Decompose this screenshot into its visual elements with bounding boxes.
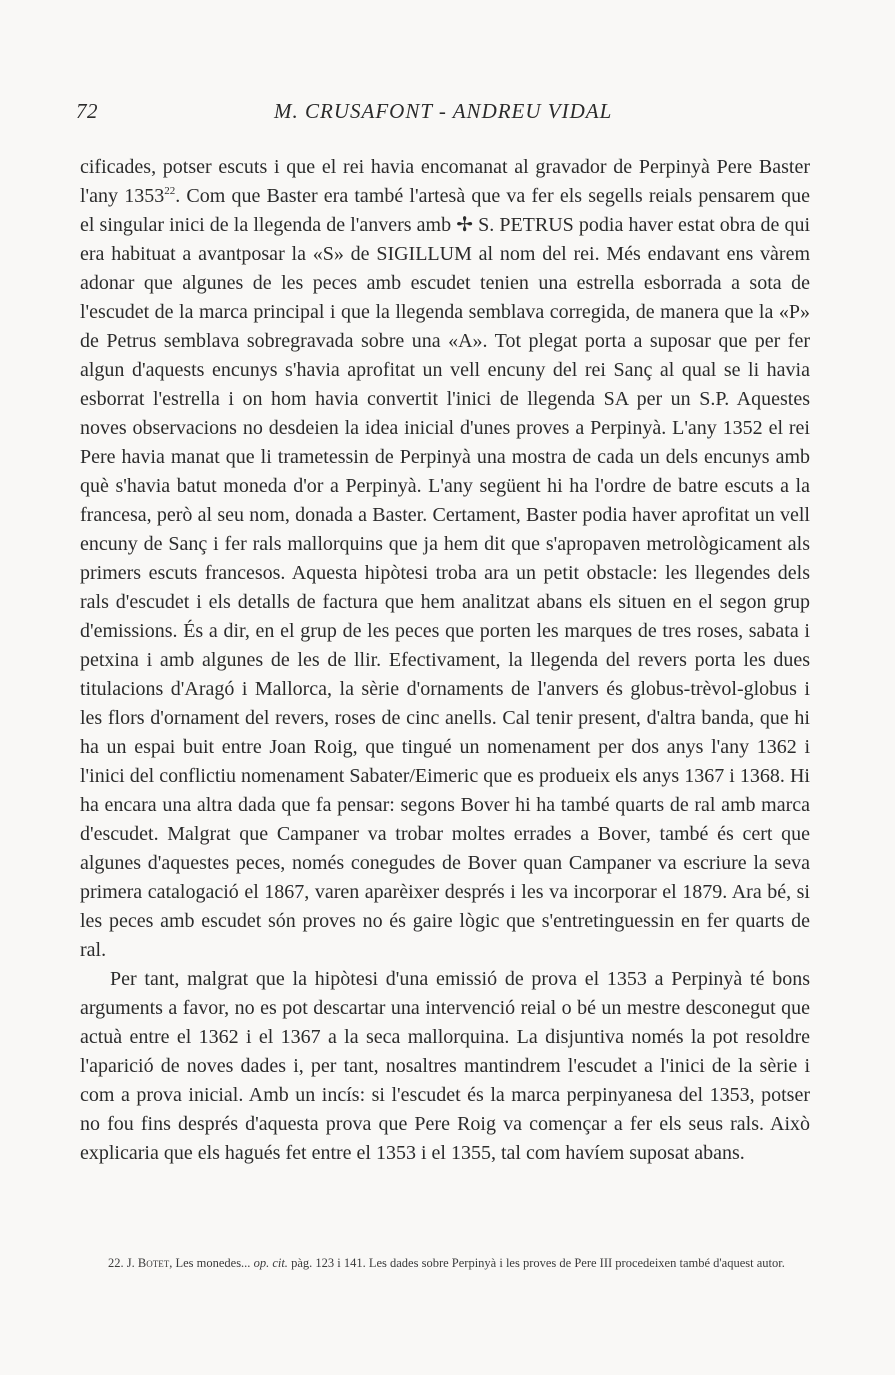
paragraph-text: . Com que Baster era també l'artesà que va fer els segells reials pensarem que el singular inici de la llegenda de l'anvers amb ✢ S. PETRUS podia haver estat obra de qui era habituat a avantposar la «S» de SIGILLUM al nom del rei. Més endavant ens vàrem adonar que algunes de les peces amb escudet tenien una estrella esborrada a sota de l'escudet de la marca principal i que la llegenda semblava corregida, de manera que la «P» de Petrus semblava sobregravada sobre una «A». Tot plegat porta a suposar que per fer algun d'aquests encunys s'havia aprofitat un vell encuny del rei Sanç al qual se li havia esborrat l'estrella i on hom havia convertit l'inici de llegenda SA per un S.P. Aquestes noves observacions no desdeien la idea inicial d'unes proves a Perpinyà. L'any 1352 el rei Pere havia manat que li trametessin de Perpinyà una mostra de cada un dels encunys amb què s'havia batut moneda d'or a Perpinyà. L'any següent hi ha l'ordre de batre escuts a la francesa, però al seu nom, donada a Baster. Certament, Baster podia haver aprofitat un vell encuny de Sanç i fer rals mallorquins que ja hem dit que s'apropaven metrològicament als primers escuts francesos. Aquesta hipòtesi troba ara un petit obstacle: les llegendes dels rals d'escudet i els detalls de factura que hem analitzat abans els situen en el segon grup d'emissions. És a dir, en el grup de les peces que porten les marques de tres roses, sabata i petxina i amb algunes de les de llir. Efectivament, la llegenda del revers porta les dues titulacions d'Aragó i Mallorca, la sèrie d'ornaments de l'anvers és globus-trèvol-globus i les flors d'ornament del revers, roses de cinc anells. Cal tenir present, d'altra banda, que hi ha un espai buit entre Joan Roig, que tingué un nomenament per dos anys l'any 1362 i l'inici del conflictiu nomenament Sabater/Eimeric que es produeix els anys 1367 i 1368. Hi ha encara una altra dada que fa pensar: segons Bover hi ha també quarts de ral amb marca d'escudet. Malgrat que Campaner va trobar moltes errades a Bover, també és cert que algunes d'aquestes peces, només conegudes de Bover quan Campaner va escriure la seva primera catalogació el 1867, varen aparèixer després i les va incorporar el 1879. Ara bé, si les peces amb escudet són proves no és gaire lògic que s'entretinguessin en fer quarts de ral.: [80, 185, 810, 961]
footnote-text: pàg. 123 i 141. Les dades sobre Perpinyà i les proves de Pere III procedeixen també d'aquest autor.: [287, 1256, 785, 1270]
running-head: M. CRUSAFONT - ANDREU VIDAL: [274, 99, 613, 123]
footnote: [80, 1253, 810, 1273]
footnote-number: 22.: [108, 1256, 124, 1270]
page-number: 72: [76, 99, 98, 123]
footnote-title: , Les monedes...: [169, 1256, 251, 1270]
page-header: [76, 99, 816, 129]
footnote-op-cit: op. cit.: [253, 1256, 288, 1270]
footnote-reference: 22: [164, 185, 176, 197]
paragraph: [80, 153, 810, 965]
footnote-author: J. Botet: [126, 1256, 170, 1270]
main-text: [80, 153, 810, 1168]
paragraph-text: cificades, potser escuts i que el rei havia encomanat al gravador de Perpinyà Pere Baster l'any 1353: [80, 156, 810, 207]
paragraph: Per tant, malgrat que la hipòtesi d'una emissió de prova el 1353 a Perpinyà té bons arguments a favor, no es pot descartar una intervenció reial o bé un mestre desconegut que actuà entre el 1362 i el 1367 a la seca mallorquina. La disjuntiva només la pot resoldre l'aparició de noves dades i, per tant, nosaltres mantindrem l'escudet a l'inici de la sèrie i com a prova inicial. Amb un incís: si l'escudet és la marca perpinyanesa del 1353, potser no fou fins després d'aquesta prova que Pere Roig va començar a fer els seus rals. Això explicaria que els hagués fet entre el 1353 i el 1355, tal com havíem suposat abans.: [80, 968, 810, 1164]
